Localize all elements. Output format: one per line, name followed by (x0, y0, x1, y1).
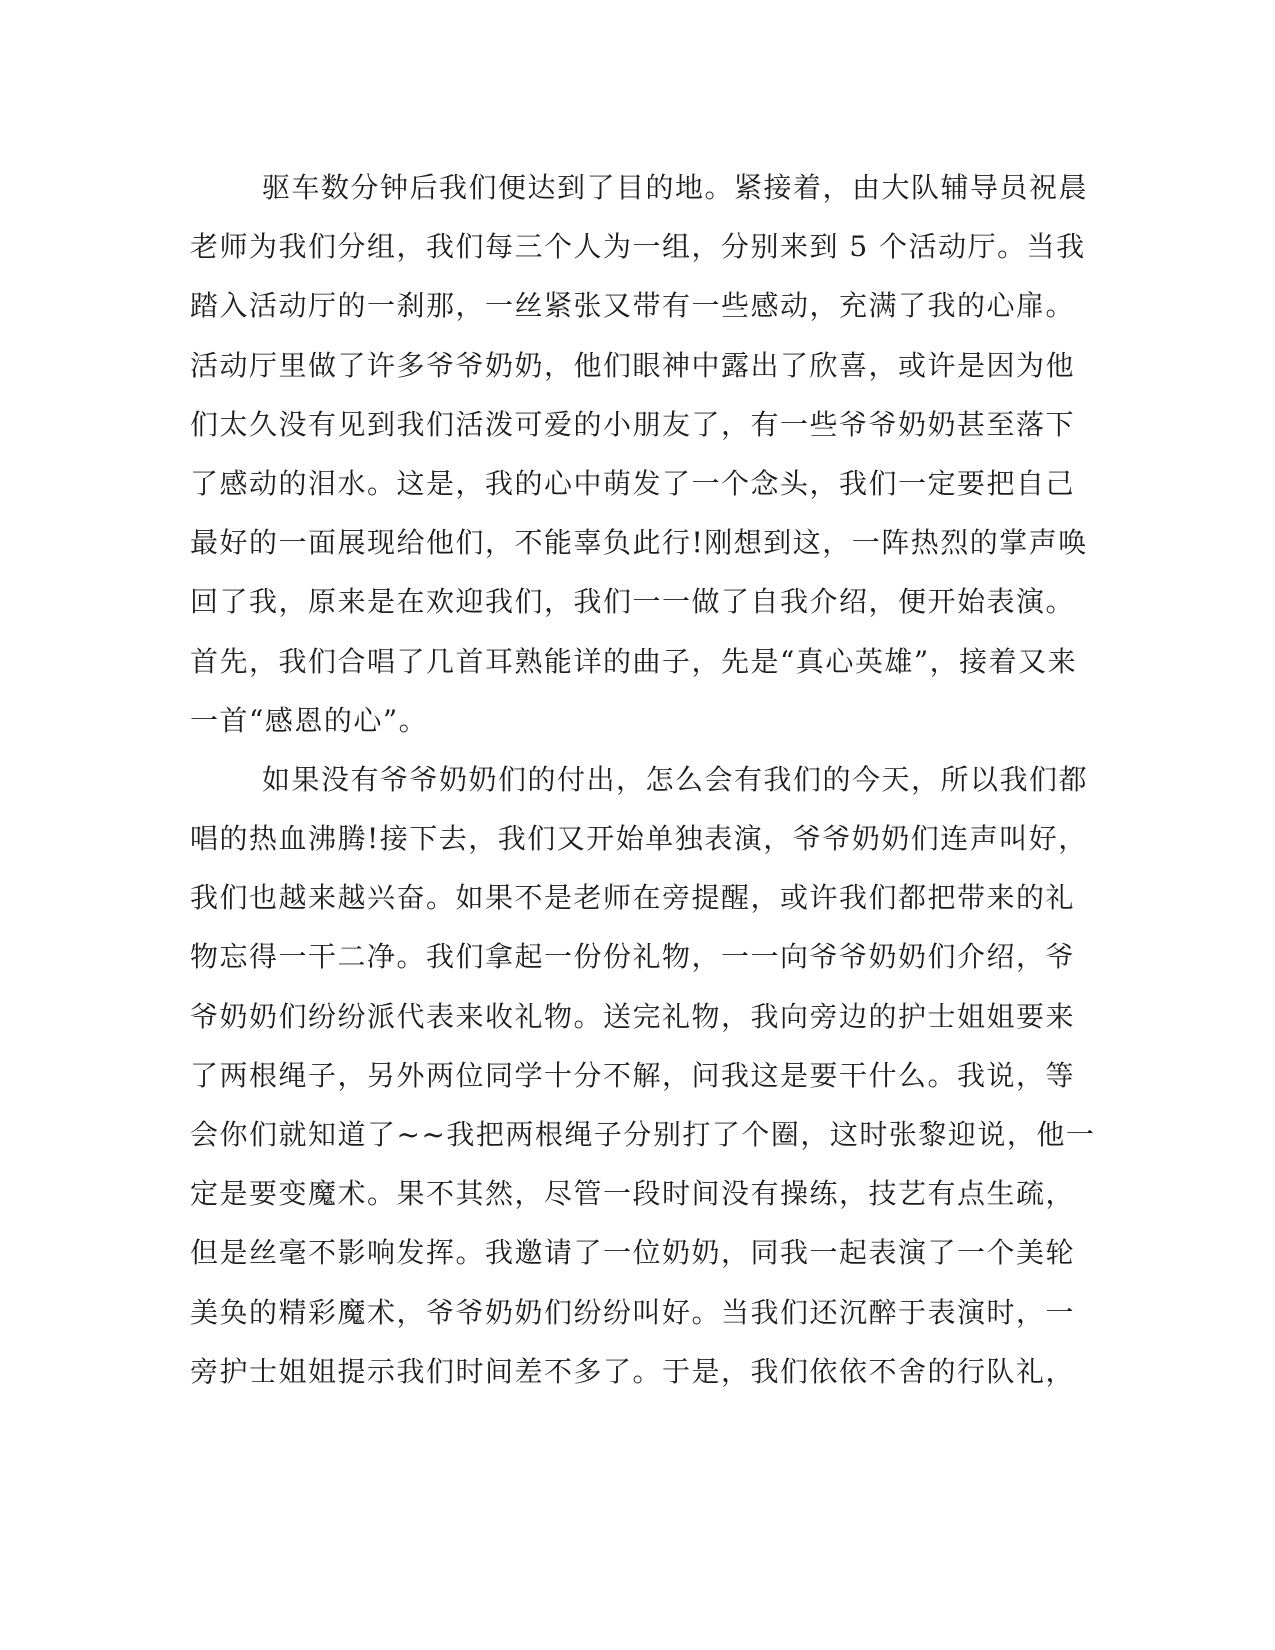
paragraph-2-line-2: 唱的热血沸腾!接下去，我们又开始单独表演，爷爷奶奶们连声叫好， (190, 822, 1088, 856)
paragraph-2-line-5: 爷奶奶们纷纷派代表来收礼物。送完礼物，我向旁边的护士姐姐要来 (190, 999, 1076, 1033)
paragraph-2-line-11: 旁护士姐姐提示我们时间差不多了。于是，我们依依不舍的行队礼， (190, 1354, 1076, 1388)
paragraph-2-line-4: 物忘得一干二净。我们拿起一份份礼物，一一向爷爷奶奶们介绍，爷 (190, 940, 1076, 974)
paragraph-2-line-6: 了两根绳子，另外两位同学十分不解，问我这是要干什么。我说，等 (190, 1058, 1076, 1092)
paragraph-1-line-6: 了感动的泪水。这是，我的心中萌发了一个念头，我们一定要把自己 (190, 466, 1076, 500)
body-text (190, 158, 1096, 1401)
paragraph-2-line-3: 我们也越来越兴奋。如果不是老师在旁提醒，或许我们都把带来的礼 (190, 881, 1076, 915)
paragraph-1-line-9: 首先，我们合唱了几首耳熟能详的曲子，先是“真心英雄”，接着又来 (190, 644, 1078, 678)
paragraph-2-line-10: 美奂的精彩魔术，爷爷奶奶们纷纷叫好。当我们还沉醉于表演时，一 (190, 1295, 1076, 1329)
paragraph-1-line-7: 最好的一面展现给他们，不能辜负此行!刚想到这，一阵热烈的掌声唤 (190, 526, 1088, 560)
paragraph-1-line-8: 回了我，原来是在欢迎我们，我们一一做了自我介绍，便开始表演。 (190, 585, 1076, 619)
paragraph-2-line-9: 但是丝毫不影响发挥。我邀请了一位奶奶，同我一起表演了一个美轮 (190, 1236, 1076, 1270)
paragraph-2-line-7: 会你们就知道了~~我把两根绳子分别打了个圈，这时张黎迎说，他一 (190, 1118, 1096, 1151)
paragraph-1-line-10: 一首“感恩的心”。 (190, 703, 429, 737)
paragraph-1-line-3: 踏入活动厅的一刹那，一丝紧张又带有一些感动，充满了我的心扉。 (190, 289, 1076, 323)
paragraph-2-line-1: 如果没有爷爷奶奶们的付出，怎么会有我们的今天，所以我们都 (262, 762, 1089, 796)
paragraph-1-line-1: 驱车数分钟后我们便达到了目的地。紧接着，由大队辅导员祝晨 (262, 171, 1089, 204)
paragraph-1-line-4: 活动厅里做了许多爷爷奶奶，他们眼神中露出了欣喜，或许是因为他 (190, 348, 1076, 382)
paragraph-1-line-5: 们太久没有见到我们活泼可爱的小朋友了，有一些爷爷奶奶甚至落下 (190, 407, 1076, 441)
paragraph-2-line-8: 定是要变魔术。果不其然，尽管一段时间没有操练，技艺有点生疏， (190, 1177, 1076, 1211)
paragraph-1-line-2: 老师为我们分组，我们每三个人为一组，分别来到 5 个活动厅。当我 (190, 230, 1086, 264)
